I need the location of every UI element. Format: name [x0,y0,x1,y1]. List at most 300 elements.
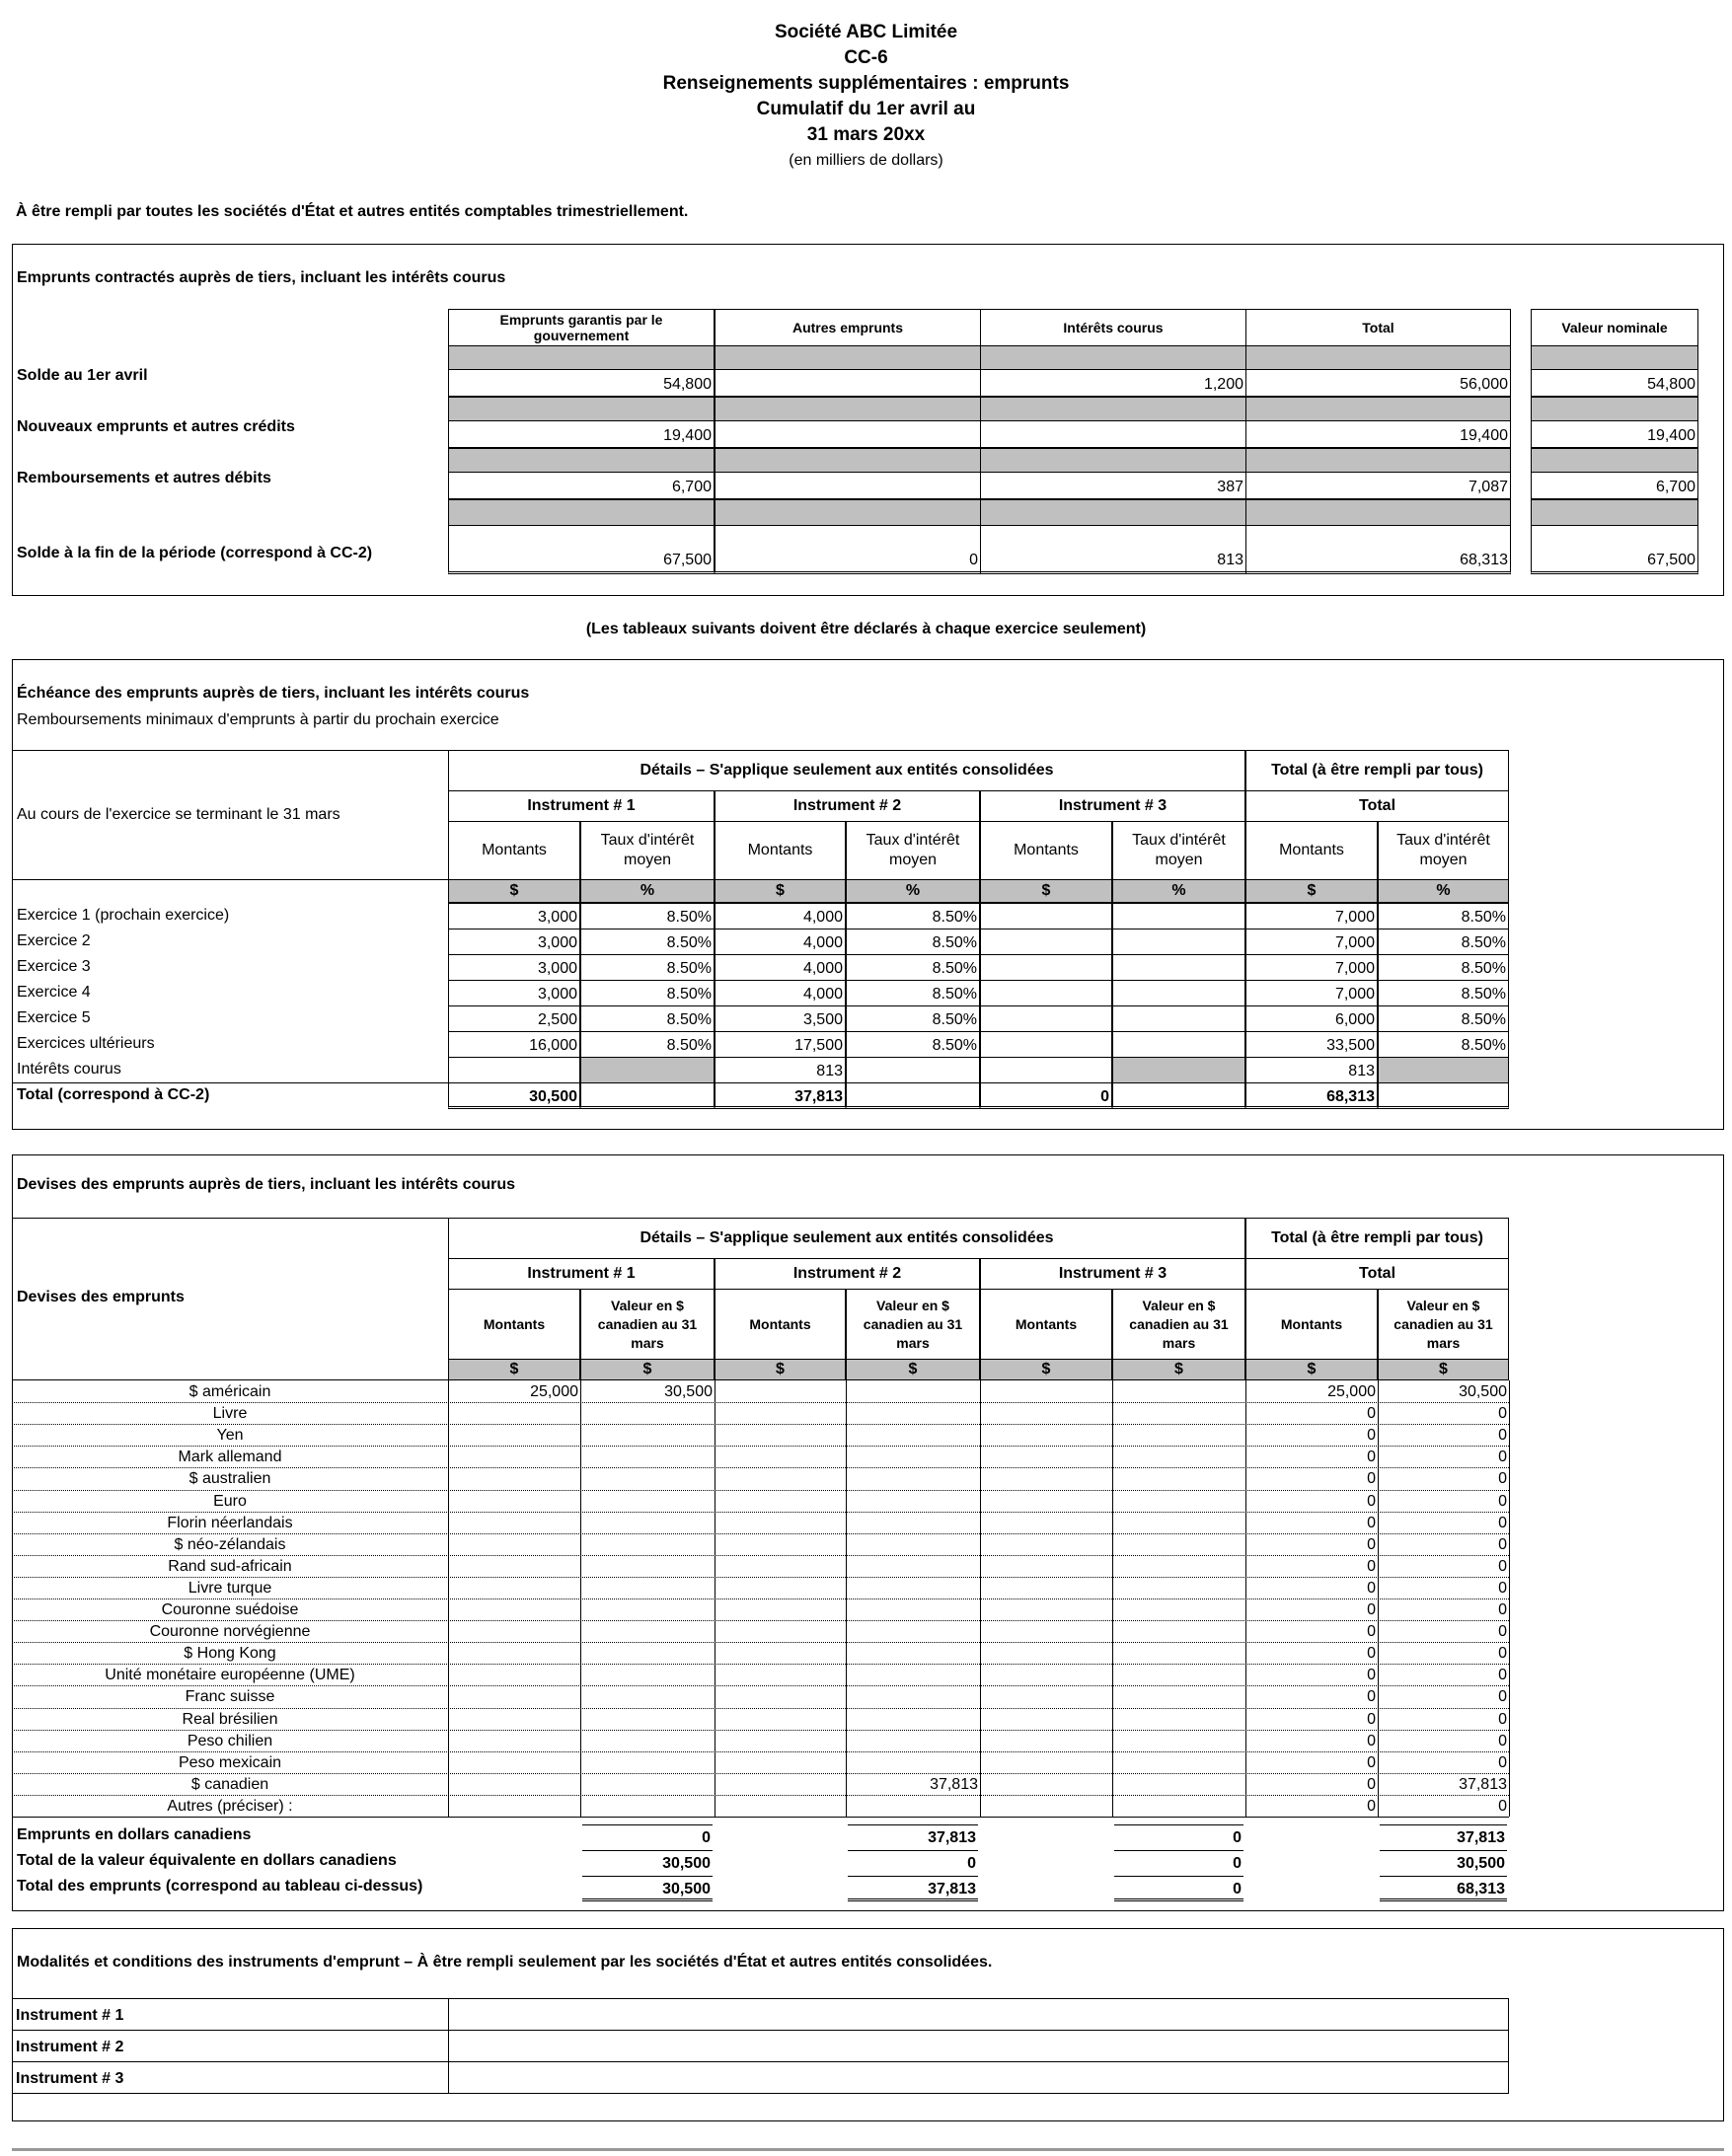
value-cell[interactable] [715,1709,846,1731]
value-cell[interactable] [448,1578,580,1599]
value-cell[interactable]: 0 [1367,1645,1376,1663]
value-cell[interactable] [715,1534,846,1556]
value-cell[interactable]: 7,000 [1245,980,1378,1006]
value-cell[interactable]: 8.50% [846,954,980,981]
value-cell[interactable]: 8.50% [580,903,715,929]
value-cell[interactable] [846,1425,980,1447]
value-cell[interactable] [980,1599,1112,1621]
summary-value[interactable]: 0 [848,1850,978,1876]
subcolumn-header: Taux d'intérêt moyen [580,821,715,880]
value-cell[interactable]: 0 [1367,1601,1376,1618]
value-cell[interactable] [580,1665,715,1686]
value-cell[interactable]: 67,500 [1531,525,1698,574]
value-cell[interactable] [715,1686,846,1708]
currency-label: $ Hong Kong [184,1645,276,1663]
value-cell[interactable]: 0 [1367,1623,1376,1641]
value-cell[interactable] [980,1005,1112,1032]
value-cell[interactable] [980,1468,1112,1490]
value-cell[interactable] [448,1057,580,1083]
value-cell[interactable]: 0 [1367,1579,1376,1597]
value-cell[interactable] [980,1686,1112,1708]
value-cell[interactable] [1112,1005,1245,1032]
summary-value[interactable]: 37,813 [848,1824,978,1850]
terms-input[interactable] [448,2061,1509,2094]
terms-input[interactable] [448,1998,1509,2031]
value-cell[interactable]: 19,400 [448,420,715,448]
value-cell[interactable]: 25,000 [530,1383,578,1400]
value-cell[interactable] [580,1774,715,1796]
value-cell[interactable] [580,1556,715,1578]
value-cell[interactable] [980,420,1246,448]
summary-value[interactable]: 30,500 [1380,1850,1507,1876]
value-cell[interactable] [580,1578,715,1599]
unit-header: % [580,879,715,903]
value-cell[interactable] [715,1578,846,1599]
value-cell[interactable] [846,1082,980,1109]
value-cell[interactable] [1112,1752,1245,1774]
value-cell[interactable]: 68,313 [1245,1082,1378,1109]
value-cell[interactable]: 7,087 [1245,472,1511,499]
value-cell[interactable]: 8.50% [846,1031,980,1058]
value-cell[interactable]: 8.50% [1378,954,1509,981]
value-cell[interactable]: 813 [980,525,1246,574]
value-cell[interactable] [980,929,1112,955]
currency-label: Franc suisse [185,1688,275,1706]
value-cell[interactable] [580,1796,715,1818]
value-cell[interactable]: 3,000 [448,929,580,955]
value-cell[interactable] [580,1491,715,1513]
value-cell[interactable] [980,903,1112,929]
value-cell[interactable]: 3,000 [448,980,580,1006]
value-cell[interactable]: 30,500 [1459,1383,1507,1400]
value-cell[interactable] [1112,1556,1245,1578]
value-cell[interactable] [448,1621,580,1643]
value-cell[interactable]: 8.50% [1378,929,1509,955]
value-cell[interactable]: 3,500 [715,1005,846,1032]
column-header: Total [1245,309,1511,346]
value-cell[interactable]: 0 [1367,1492,1376,1510]
value-cell[interactable] [980,1731,1112,1752]
value-cell[interactable]: 0 [1498,1535,1507,1553]
row-label: Exercice 3 [17,958,91,975]
value-cell[interactable] [1112,1534,1245,1556]
value-cell[interactable]: 30,500 [664,1383,713,1400]
summary-value[interactable]: 0 [582,1824,713,1850]
value-cell[interactable]: 6,700 [448,472,715,499]
value-cell[interactable] [715,1513,846,1534]
value-cell[interactable] [1112,1686,1245,1708]
value-cell[interactable]: 25,000 [1327,1383,1376,1400]
value-cell[interactable] [980,1403,1112,1425]
value-cell[interactable] [580,1468,715,1490]
row-label: Exercice 5 [17,1009,91,1026]
value-cell[interactable]: 0 [1498,1405,1507,1423]
value-cell[interactable] [715,472,981,499]
value-cell[interactable] [448,1686,580,1708]
value-cell[interactable] [846,1599,980,1621]
shaded-spacer [715,397,981,420]
value-cell[interactable] [980,1621,1112,1643]
value-cell[interactable] [1378,1082,1509,1109]
summary-value[interactable]: 37,813 [848,1876,978,1901]
value-cell[interactable] [980,1534,1112,1556]
shaded-spacer [980,499,1246,525]
value-cell[interactable]: 8.50% [846,980,980,1006]
value-cell[interactable] [980,1774,1112,1796]
section1-title: Emprunts contractés auprès de tiers, incluant les intérêts courus [17,269,506,286]
value-cell[interactable]: 2,500 [448,1005,580,1032]
value-cell[interactable] [1112,1731,1245,1752]
value-cell[interactable] [846,1403,980,1425]
value-cell[interactable] [846,1468,980,1490]
value-cell[interactable] [1112,1621,1245,1643]
value-cell[interactable]: 0 [1498,1492,1507,1510]
value-cell[interactable] [715,1468,846,1490]
period-line-2: 31 mars 20xx [806,124,926,145]
rule [12,1817,1509,1818]
value-cell[interactable] [448,1643,580,1665]
value-cell[interactable]: 0 [1498,1579,1507,1597]
value-cell[interactable]: 54,800 [448,369,715,397]
value-cell[interactable] [715,420,981,448]
summary-value[interactable]: 30,500 [582,1876,713,1901]
value-cell[interactable] [980,1643,1112,1665]
value-cell[interactable]: 0 [1498,1667,1507,1684]
value-cell[interactable]: 37,813 [930,1775,978,1793]
value-cell[interactable]: 0 [980,1082,1112,1109]
value-cell[interactable]: 0 [1498,1688,1507,1706]
value-cell[interactable] [846,1578,980,1599]
shaded-spacer [1531,397,1698,420]
value-cell[interactable]: 4,000 [715,903,846,929]
value-cell[interactable] [715,369,981,397]
value-cell[interactable] [1378,1057,1509,1083]
value-cell[interactable] [1112,1031,1245,1058]
value-cell[interactable]: 387 [980,472,1246,499]
value-cell[interactable] [1112,1403,1245,1425]
value-cell[interactable]: 8.50% [1378,1031,1509,1058]
currency-label: Mark allemand [178,1449,282,1466]
currency-label: Couronne suédoise [161,1601,299,1618]
summary-value[interactable]: 30,500 [582,1850,713,1876]
value-cell[interactable]: 8.50% [580,954,715,981]
value-cell[interactable] [846,1752,980,1774]
value-cell[interactable]: 68,313 [1245,525,1511,574]
value-cell[interactable] [846,1534,980,1556]
value-cell[interactable]: 37,813 [1459,1775,1507,1793]
row-header: Au cours de l'exercice se terminant le 31 mars [17,806,340,823]
value-cell[interactable] [980,1425,1112,1447]
value-cell[interactable] [980,1665,1112,1686]
value-cell[interactable] [846,1381,980,1403]
value-cell[interactable] [448,1425,580,1447]
value-cell[interactable]: 8.50% [846,903,980,929]
value-cell[interactable]: 0 [1498,1601,1507,1618]
value-cell[interactable] [1112,1082,1245,1109]
shaded-spacer [448,499,715,525]
value-cell[interactable] [980,1031,1112,1058]
value-cell[interactable] [715,1796,846,1818]
value-cell[interactable] [846,1686,980,1708]
value-cell[interactable] [715,1447,846,1468]
value-cell[interactable]: 8.50% [580,929,715,955]
value-cell[interactable] [1112,954,1245,981]
report-header [0,20,1732,148]
value-cell[interactable]: 7,000 [1245,954,1378,981]
value-cell[interactable] [846,1643,980,1665]
value-cell[interactable]: 0 [1367,1405,1376,1423]
shaded-spacer [1245,499,1511,525]
value-cell[interactable] [580,1057,715,1083]
value-cell[interactable] [448,1513,580,1534]
terms-input[interactable] [448,2030,1509,2062]
value-cell[interactable] [1112,1599,1245,1621]
currency-label: $ canadien [190,1775,269,1793]
value-cell[interactable]: 0 [1367,1797,1376,1815]
value-cell[interactable] [448,1731,580,1752]
summary-value[interactable]: 0 [1114,1876,1243,1901]
value-cell[interactable] [980,1578,1112,1599]
value-cell[interactable] [846,1796,980,1818]
value-cell[interactable]: 0 [715,525,981,574]
shaded-spacer [715,345,981,369]
value-cell[interactable] [846,1731,980,1752]
value-cell[interactable]: 54,800 [1531,369,1698,397]
value-cell[interactable]: 33,500 [1245,1031,1378,1058]
value-cell[interactable] [715,1599,846,1621]
value-cell[interactable] [448,1599,580,1621]
value-cell[interactable] [448,1491,580,1513]
value-cell[interactable] [448,1709,580,1731]
value-cell[interactable] [980,1513,1112,1534]
value-cell[interactable] [980,1556,1112,1578]
value-cell[interactable]: 8.50% [580,1031,715,1058]
value-cell[interactable]: 8.50% [1378,903,1509,929]
value-cell[interactable]: 0 [1498,1427,1507,1445]
value-cell[interactable]: 19,400 [1245,420,1511,448]
value-cell[interactable] [580,1447,715,1468]
value-cell[interactable] [846,1447,980,1468]
value-cell[interactable] [715,1403,846,1425]
value-cell[interactable]: 0 [1367,1753,1376,1771]
shaded-spacer [1531,345,1698,369]
value-cell[interactable]: 56,000 [1245,369,1511,397]
value-cell[interactable]: 6,000 [1245,1005,1378,1032]
value-cell[interactable] [980,954,1112,981]
currency-label: Rand sud-africain [168,1557,292,1575]
value-cell[interactable] [1112,903,1245,929]
col-rule [846,1380,847,1817]
value-cell[interactable] [448,1752,580,1774]
value-cell[interactable] [448,1556,580,1578]
value-cell[interactable]: 0 [1498,1557,1507,1575]
row-label: Total (correspond à CC-2) [17,1086,210,1103]
value-cell[interactable] [715,1774,846,1796]
instruction-text: À être rempli par toutes les sociétés d'État et autres entités comptables trimestriellement. [16,203,689,220]
value-cell[interactable]: 813 [715,1057,846,1083]
instrument-header: Instrument # 1 [448,790,715,822]
value-cell[interactable]: 3,000 [448,903,580,929]
value-cell[interactable]: 30,500 [448,1082,580,1109]
value-cell[interactable] [580,1082,715,1109]
value-cell[interactable] [580,1731,715,1752]
value-cell[interactable] [580,1403,715,1425]
value-cell[interactable] [1112,1381,1245,1403]
summary-value[interactable]: 37,813 [1380,1824,1507,1850]
value-cell[interactable]: 0 [1367,1557,1376,1575]
value-cell[interactable] [580,1513,715,1534]
value-cell[interactable] [715,1665,846,1686]
value-cell[interactable] [980,1057,1112,1083]
value-cell[interactable]: 0 [1367,1667,1376,1684]
value-cell[interactable]: 8.50% [846,929,980,955]
value-cell[interactable]: 4,000 [715,980,846,1006]
value-cell[interactable]: 0 [1367,1775,1376,1793]
value-cell[interactable] [580,1599,715,1621]
instrument-label: Instrument # 2 [12,2030,449,2062]
value-cell[interactable]: 0 [1367,1514,1376,1531]
value-cell[interactable] [1112,1774,1245,1796]
value-cell[interactable]: 0 [1367,1688,1376,1706]
value-cell[interactable] [980,1752,1112,1774]
row-label: Solde à la fin de la période (correspond à CC-2) [17,545,373,561]
value-cell[interactable] [580,1643,715,1665]
value-cell[interactable] [846,1491,980,1513]
value-cell[interactable] [715,1556,846,1578]
value-cell[interactable] [1112,1491,1245,1513]
value-cell[interactable]: 813 [1245,1057,1378,1083]
value-cell[interactable] [980,1796,1112,1818]
value-cell[interactable]: 8.50% [580,1005,715,1032]
value-cell[interactable] [980,1491,1112,1513]
value-cell[interactable] [1112,980,1245,1006]
value-cell[interactable] [846,1057,980,1083]
value-cell[interactable]: 0 [1367,1710,1376,1728]
value-cell[interactable]: 0 [1498,1753,1507,1771]
shaded-spacer [980,345,1246,369]
value-cell[interactable]: 8.50% [580,980,715,1006]
value-cell[interactable] [980,980,1112,1006]
value-cell[interactable]: 0 [1367,1470,1376,1488]
value-cell[interactable] [715,1643,846,1665]
value-cell[interactable]: 1,200 [980,369,1246,397]
value-cell[interactable] [580,1425,715,1447]
value-cell[interactable] [715,1621,846,1643]
value-cell[interactable] [1112,929,1245,955]
value-cell[interactable] [980,1709,1112,1731]
value-cell[interactable] [580,1709,715,1731]
value-cell[interactable]: 0 [1367,1449,1376,1466]
value-cell[interactable] [1112,1513,1245,1534]
value-cell[interactable]: 0 [1498,1645,1507,1663]
value-cell[interactable]: 7,000 [1245,903,1378,929]
value-cell[interactable] [980,1447,1112,1468]
value-cell[interactable] [1112,1578,1245,1599]
value-cell[interactable] [980,1381,1112,1403]
instrument-header: Total [1245,790,1509,822]
value-cell[interactable] [846,1556,980,1578]
value-cell[interactable] [1112,1468,1245,1490]
value-cell[interactable]: 0 [1498,1514,1507,1531]
value-cell[interactable] [715,1731,846,1752]
value-cell[interactable] [448,1774,580,1796]
value-cell[interactable] [1112,1057,1245,1083]
value-cell[interactable] [846,1513,980,1534]
value-cell[interactable] [1112,1665,1245,1686]
value-cell[interactable]: 8.50% [1378,980,1509,1006]
value-cell[interactable]: 0 [1367,1535,1376,1553]
value-cell[interactable]: 17,500 [715,1031,846,1058]
summary-value[interactable]: 0 [1114,1850,1243,1876]
value-cell[interactable] [448,1403,580,1425]
value-cell[interactable]: 8.50% [846,1005,980,1032]
value-cell[interactable] [715,1752,846,1774]
value-cell[interactable]: 0 [1367,1427,1376,1445]
value-cell[interactable]: 4,000 [715,954,846,981]
value-cell[interactable] [1112,1709,1245,1731]
value-cell[interactable]: 6,700 [1531,472,1698,499]
value-cell[interactable] [448,1796,580,1818]
unit-header: $ [1245,879,1378,903]
summary-value[interactable]: 68,313 [1380,1876,1507,1901]
value-cell[interactable]: 16,000 [448,1031,580,1058]
value-cell[interactable]: 0 [1367,1732,1376,1749]
value-cell[interactable] [580,1534,715,1556]
value-cell[interactable] [448,1534,580,1556]
period-line-1: Cumulatif du 1er avril au [756,99,976,119]
value-cell[interactable]: 3,000 [448,954,580,981]
value-cell[interactable]: 8.50% [1378,1005,1509,1032]
value-cell[interactable] [715,1425,846,1447]
value-cell[interactable] [448,1468,580,1490]
value-cell[interactable]: 0 [1498,1623,1507,1641]
value-cell[interactable]: 0 [1498,1797,1507,1815]
summary-value[interactable]: 0 [1114,1824,1243,1850]
value-cell[interactable]: 37,813 [715,1082,846,1109]
value-cell[interactable] [715,1491,846,1513]
value-cell[interactable] [580,1621,715,1643]
value-cell[interactable] [580,1752,715,1774]
column-header: Valeur nominale [1531,309,1698,346]
value-cell[interactable]: 0 [1498,1470,1507,1488]
value-cell[interactable]: 0 [1498,1449,1507,1466]
value-cell[interactable] [846,1709,980,1731]
col-rule [580,1380,581,1817]
value-cell[interactable]: 7,000 [1245,929,1378,955]
value-cell[interactable]: 0 [1498,1732,1507,1749]
subcolumn-header: Montants [715,821,846,880]
currency-label: Real brésilien [182,1710,278,1728]
value-cell[interactable] [1112,1796,1245,1818]
company-name: Société ABC Limitée [774,22,958,42]
value-cell[interactable]: 67,500 [448,525,715,574]
value-cell[interactable] [448,1447,580,1468]
value-cell[interactable] [1112,1643,1245,1665]
value-cell[interactable] [580,1686,715,1708]
value-cell[interactable] [1112,1447,1245,1468]
unit-header: $ [715,1359,846,1380]
instrument-header: Instrument # 3 [980,1258,1245,1290]
value-cell[interactable]: 4,000 [715,929,846,955]
unit-header: $ [1112,1359,1245,1380]
value-cell[interactable] [448,1665,580,1686]
value-cell[interactable] [1112,1425,1245,1447]
value-cell[interactable]: 0 [1498,1710,1507,1728]
value-cell[interactable] [846,1621,980,1643]
value-cell[interactable]: 19,400 [1531,420,1698,448]
value-cell[interactable] [846,1665,980,1686]
value-cell[interactable] [715,1381,846,1403]
